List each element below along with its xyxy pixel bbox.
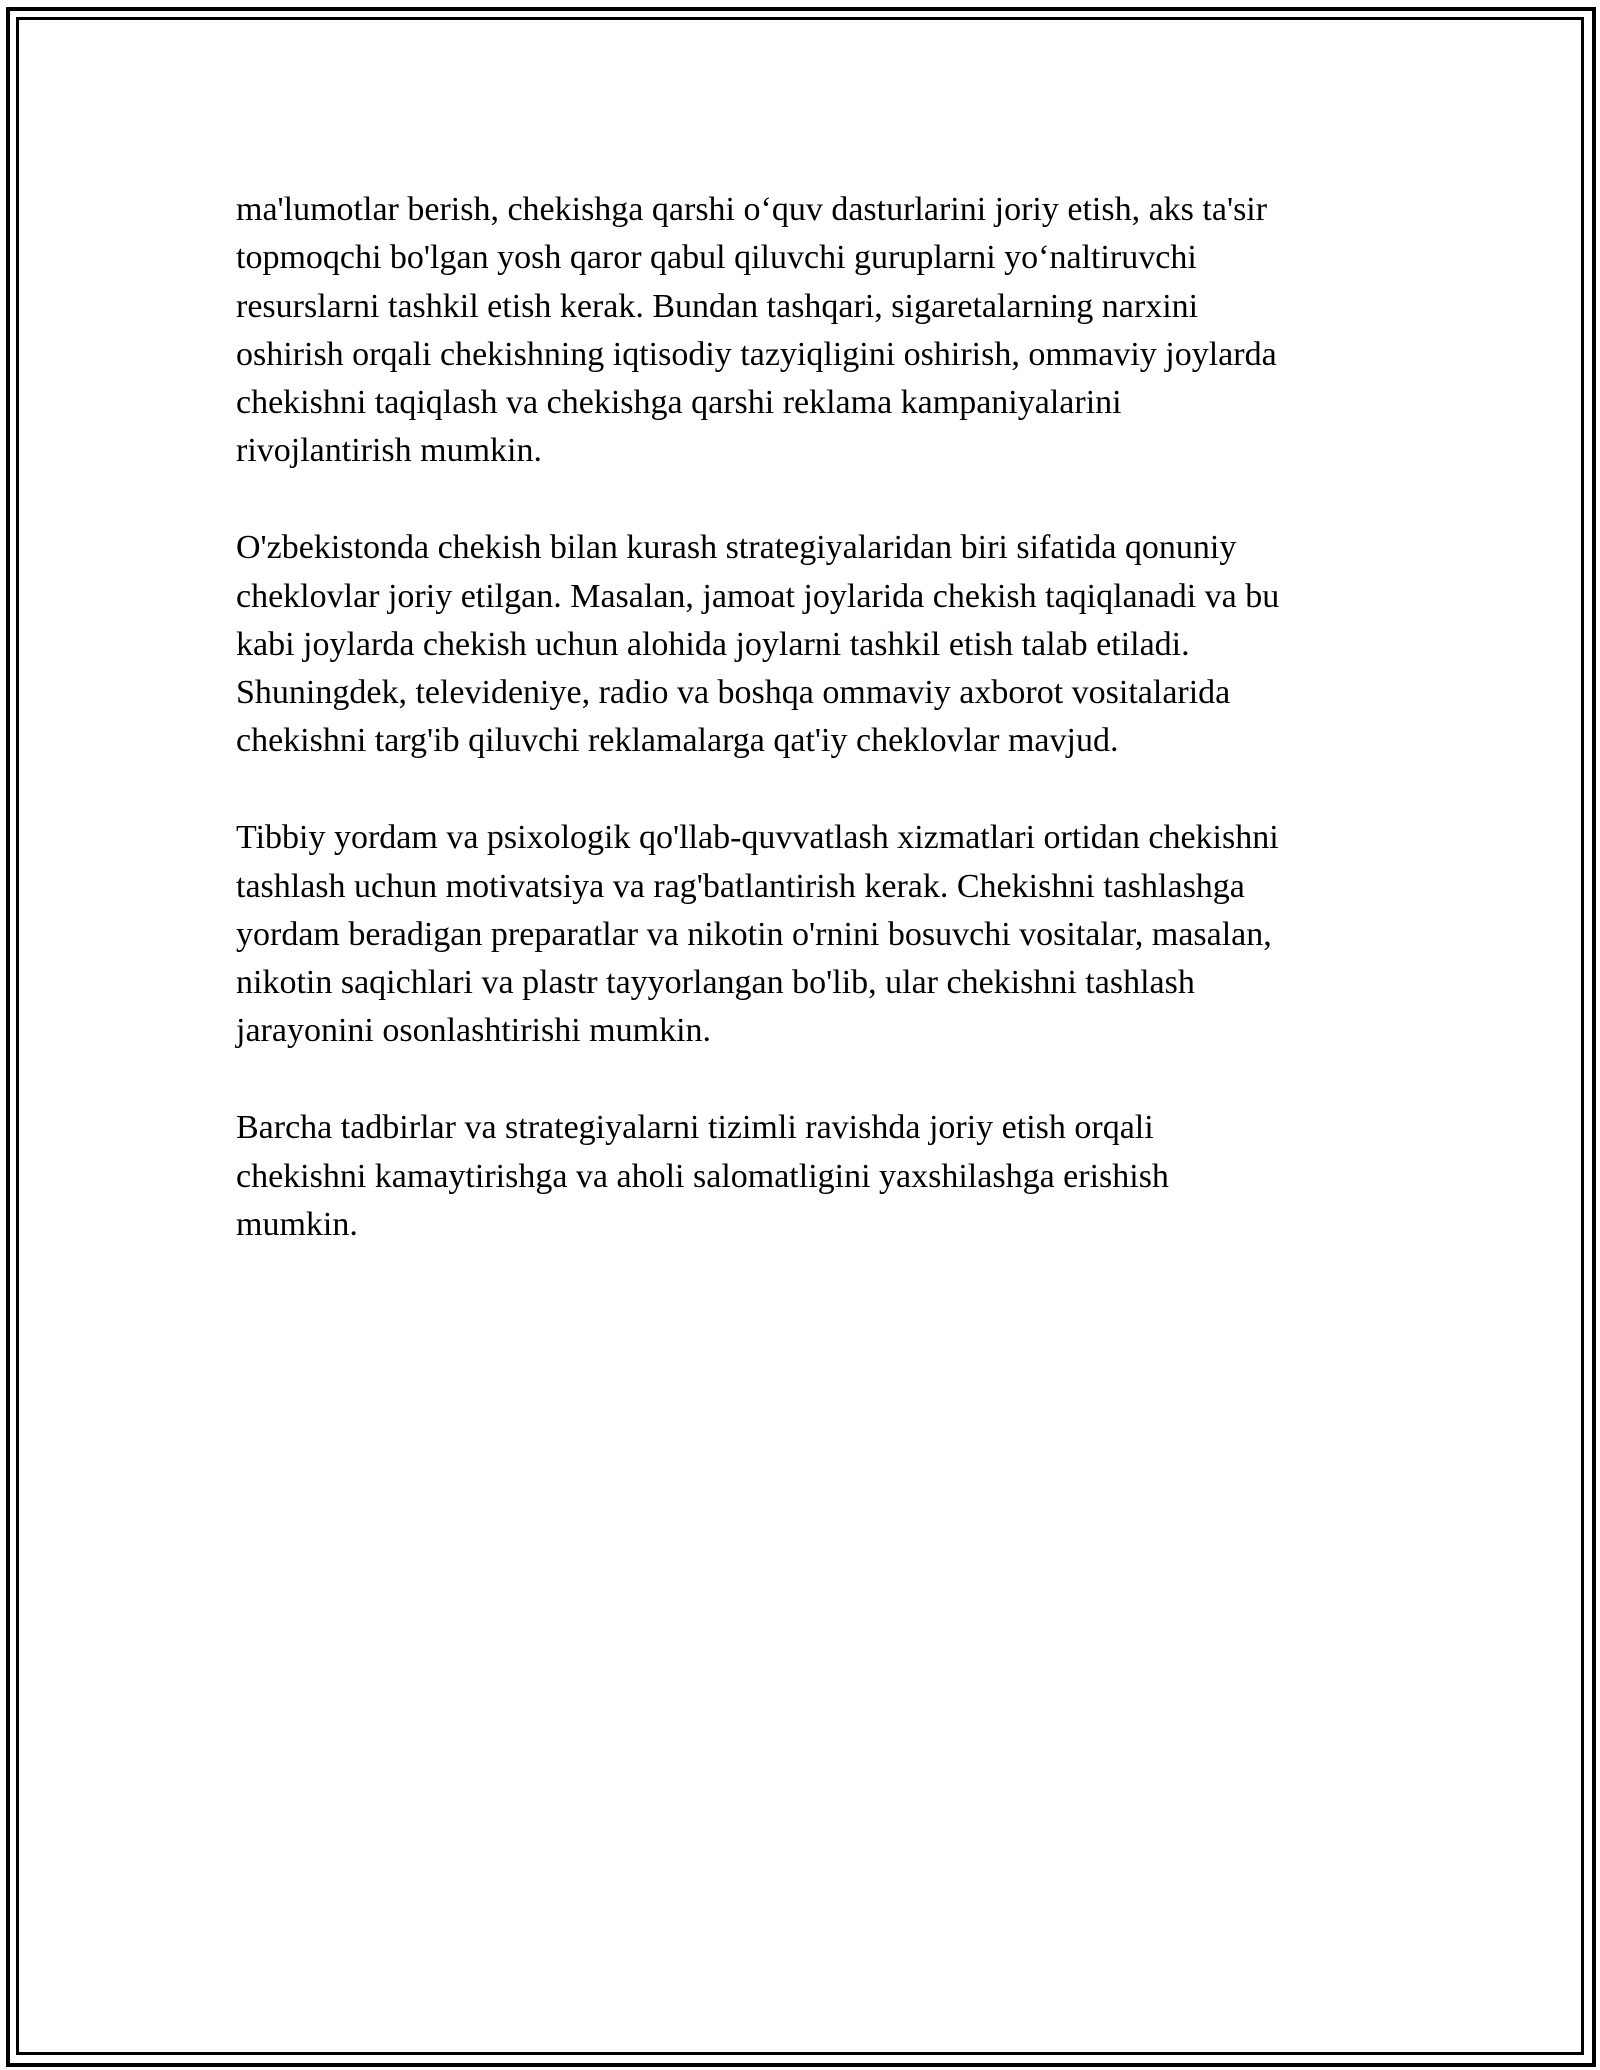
text-line: ma'lumotlar berish, chekishga qarshi o‘quv dasturlarini joriy etish, aks ta'sir [236, 191, 1268, 228]
text-line: chekishni taqiqlash va chekishga qarshi reklama kampaniyalarini [236, 384, 1122, 422]
paragraph-2 [236, 524, 1376, 765]
text-line: tashlash uchun motivatsiya va rag'batlantirish kerak. Chekishni tashlashga [236, 867, 1245, 905]
text-line: yordam beradigan preparatlar va nikotin o'rnini bosuvchi vositalar, masalan, [236, 915, 1272, 953]
document-body [236, 186, 1376, 1298]
text-line: mumkin. [236, 1205, 358, 1243]
text-line: O'zbekistonda chekish bilan kurash strategiyalaridan biri sifatida qonuniy [236, 529, 1237, 567]
text-line: chekishni targ'ib qiluvchi reklamalarga qat'iy cheklovlar mavjud. [236, 722, 1119, 760]
text-line: oshirish orqali chekishning iqtisodiy tazyiqligini oshirish, ommaviy joylarda [236, 335, 1277, 373]
text-line: nikotin saqichlari va plastr tayyorlangan bo'lib, ular chekishni tashlash [236, 964, 1195, 1002]
text-line: Tibbiy yordam va psixologik qo'llab-quvvatlash xizmatlari ortidan chekishni [236, 819, 1279, 857]
text-line: resurslarni tashkil etish kerak. Bundan tashqari, sigaretalarning narxini [236, 287, 1199, 325]
paragraph-1 [236, 186, 1376, 476]
text-line: jarayonini osonlashtirishi mumkin. [236, 1012, 712, 1050]
paragraph-4 [236, 1104, 1376, 1249]
text-line: cheklovlar joriy etilgan. Masalan, jamoat joylarida chekish taqiqlanadi va bu [236, 577, 1280, 615]
text-line: Shuningdek, televideniye, radio va boshqa ommaviy axborot vositalarida [236, 674, 1231, 712]
text-line: rivojlantirish mumkin. [236, 432, 542, 470]
paragraph-3 [236, 814, 1376, 1055]
text-line: kabi joylarda chekish uchun alohida joylarni tashkil etish talab etiladi. [236, 625, 1190, 663]
text-line: topmoqchi bo'lgan yosh qaror qabul qiluvchi guruplarni yo‘naltiruvchi [236, 239, 1197, 277]
text-line: Barcha tadbirlar va strategiyalarni tizimli ravishda joriy etish orqali [236, 1109, 1154, 1147]
text-line: chekishni kamaytirishga va aholi salomatligini yaxshilashga erishish [236, 1157, 1169, 1195]
